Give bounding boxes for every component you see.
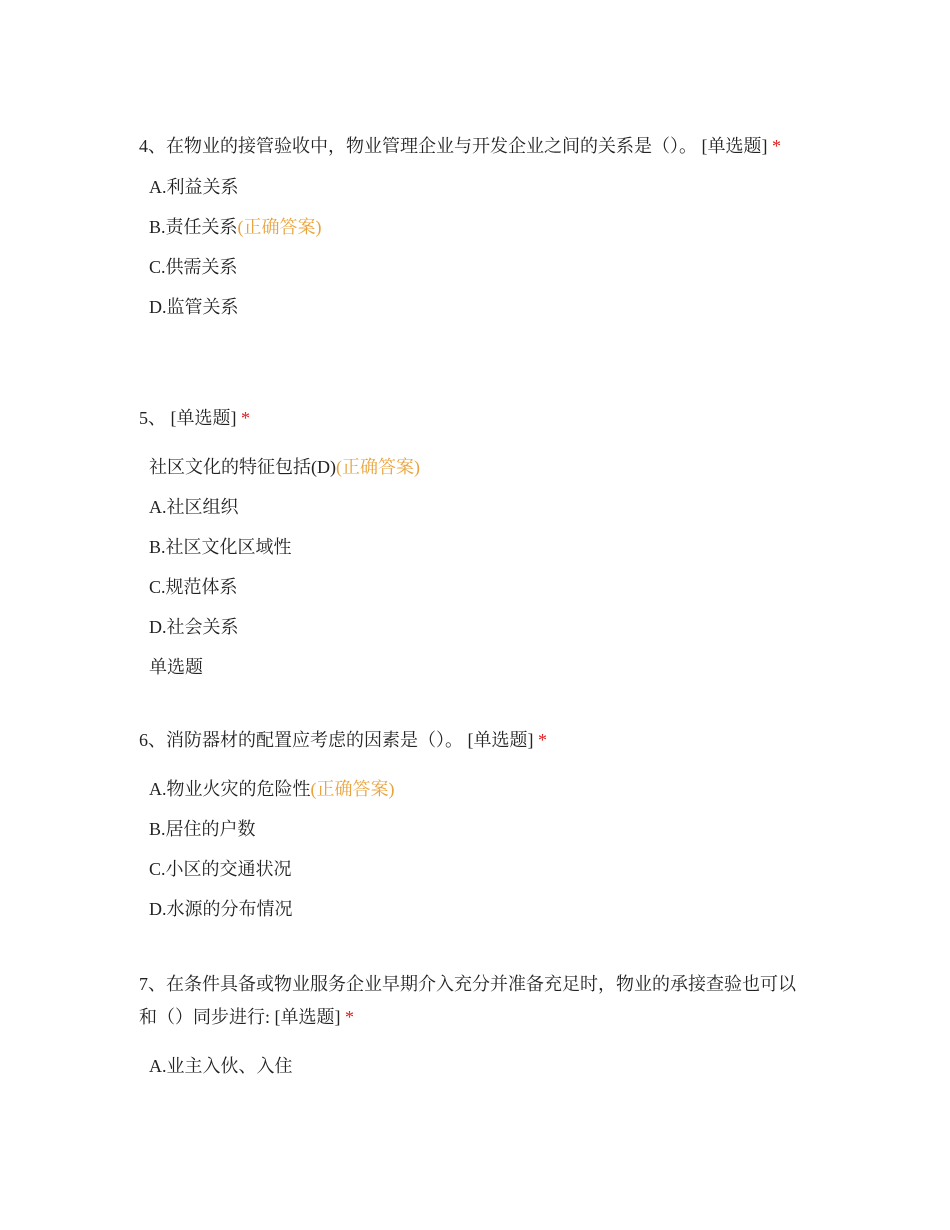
option-list [139, 447, 809, 687]
option-c[interactable] [149, 849, 809, 889]
correct-answer-tag: (正确答案) [336, 457, 420, 477]
correct-answer-tag: (正确答案) [237, 217, 322, 237]
option-label: D.监管关系 [149, 297, 239, 317]
required-mark: * [538, 730, 547, 750]
required-mark: * [241, 408, 250, 428]
question-title-text: 7、在条件具备或物业服务企业早期介入充分并准备充足时，物业的承接查验也可以和（）同步进行: [单选题] [139, 974, 796, 1027]
option-label: C.小区的交通状况 [149, 859, 292, 879]
question-stem [149, 447, 809, 487]
option-d[interactable] [149, 889, 809, 929]
option-label: A.利益关系 [149, 177, 239, 197]
option-label: D.水源的分布情况 [149, 899, 293, 919]
option-a[interactable] [149, 167, 809, 207]
option-label: C.规范体系 [149, 577, 238, 597]
option-b[interactable] [149, 809, 809, 849]
option-d[interactable] [149, 607, 809, 647]
question-7 [139, 968, 809, 1086]
option-label: C.供需关系 [149, 257, 238, 277]
question-6 [139, 724, 809, 929]
option-list [139, 769, 809, 929]
option-b[interactable] [149, 207, 809, 247]
question-title-text: 5、 [单选题] [139, 408, 237, 428]
question-4 [139, 130, 809, 327]
option-label: B.居住的户数 [149, 819, 256, 839]
question-title-text: 4、在物业的接管验收中，物业管理企业与开发企业之间的关系是（）。 [单选题] [139, 136, 768, 156]
question-title [139, 968, 809, 1034]
stem-text: 社区文化的特征包括(D) [149, 457, 336, 477]
question-title [139, 724, 809, 757]
option-a[interactable] [149, 1046, 809, 1086]
option-label: B.责任关系 [149, 217, 238, 237]
option-c[interactable] [149, 567, 809, 607]
option-b[interactable] [149, 527, 809, 567]
option-a[interactable] [149, 487, 809, 527]
correct-answer-tag: (正确答案) [310, 779, 395, 799]
option-list [139, 167, 809, 327]
question-title [139, 402, 809, 435]
question-title-text: 6、消防器材的配置应考虑的因素是（）。 [单选题] [139, 730, 534, 750]
option-a[interactable] [149, 769, 809, 809]
option-label: A.物业火灾的危险性 [149, 779, 311, 799]
option-label: B.社区文化区域性 [149, 537, 292, 557]
option-d[interactable] [149, 287, 809, 327]
option-label: D.社会关系 [149, 617, 239, 637]
question-title [139, 130, 809, 163]
option-list [139, 1046, 809, 1086]
type-label-text: 单选题 [149, 657, 203, 677]
option-c[interactable] [149, 247, 809, 287]
option-label: A.社区组织 [149, 497, 239, 517]
required-mark: * [345, 1007, 354, 1027]
question-5 [139, 402, 809, 687]
option-label: A.业主入伙、入住 [149, 1056, 293, 1076]
question-type-label [149, 647, 809, 687]
required-mark: * [772, 136, 781, 156]
